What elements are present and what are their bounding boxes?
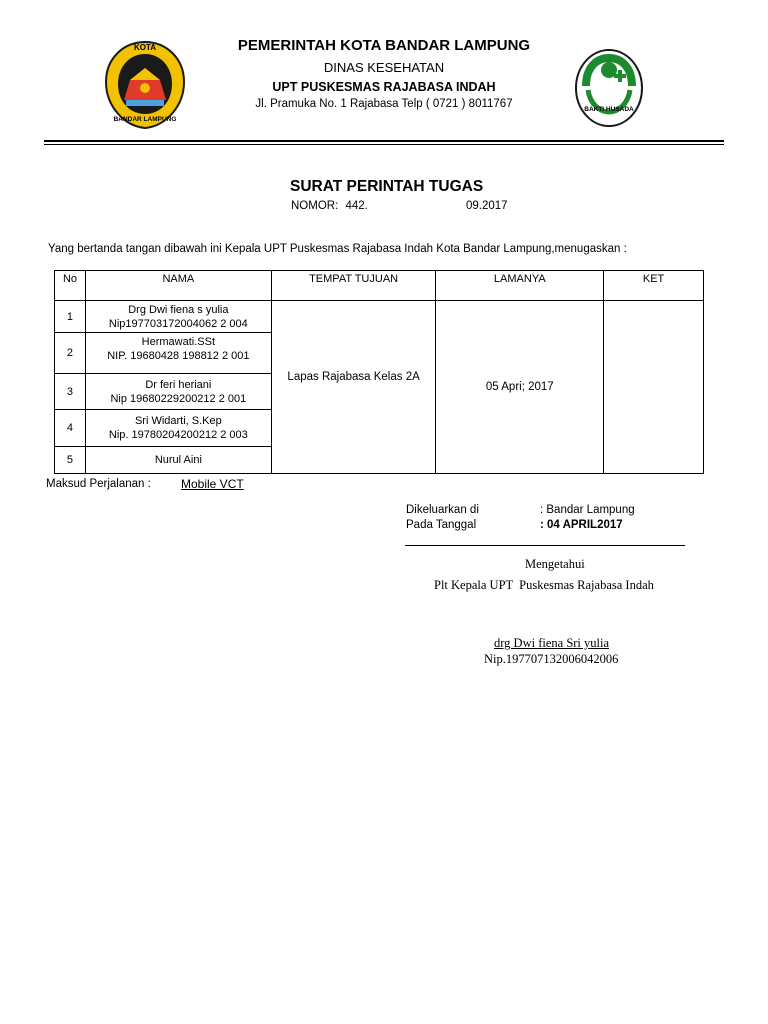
document-title: SURAT PERINTAH TUGAS [290,178,484,195]
header-department: DINAS KESEHATAN [323,60,445,75]
header-ket: KET [604,271,704,301]
table-header-row [55,271,704,301]
header-rule-thick [44,140,724,142]
row-no: 1 [55,301,86,333]
row-name-cell [85,333,271,374]
header-no: No [55,271,86,301]
bakti-husada-logo [574,48,644,128]
row-name: Drg Dwi fiena s yulia [128,303,229,316]
signatory-position: Plt Kepala UPT Puskesmas Rajabasa Indah [434,578,654,592]
row-no: 2 [55,333,86,374]
bakti-husada-logo-text: BAKTI HUSADA [584,106,634,113]
row-no: 3 [55,374,86,410]
maksud-label: Maksud Perjalanan : [46,478,151,490]
header-lamanya: LAMANYA [436,271,604,301]
row-name: Nurul Aini [154,454,202,466]
maksud-value: Mobile VCT [181,477,244,491]
header-rule-thin [44,144,724,145]
issued-date-value: : 04 APRIL2017 [540,519,623,531]
city-logo-bottom-text: BANDAR LAMPUNG [113,116,177,123]
issued-date-label: Pada Tanggal [406,519,477,531]
nomor-line [291,200,368,212]
issued-place-label: Dikeluarkan di [406,504,479,516]
issued-rule [405,545,685,546]
header-address: Jl. Pramuka No. 1 Rajabasa Telp ( 0721 ) 8011767 [255,98,513,110]
ket-cell [604,301,704,474]
row-name: Sri Widarti, S.Kep [134,415,222,427]
signatory-name: drg Dwi fiena Sri yulia [494,636,610,650]
row-nip: Nip. 19780204200212 2 003 [108,429,248,441]
row-no: 5 [55,447,86,474]
lamanya-cell: 05 Apri; 2017 [436,301,604,474]
row-no: 4 [55,410,86,447]
row-name: Dr feri heriani [145,378,212,391]
row-name-cell [85,374,271,410]
nomor-label: NOMOR: [291,200,339,212]
header-tempat: TEMPAT TUJUAN [271,271,436,301]
tempat-tujuan-cell: Lapas Rajabasa Kelas 2A [271,301,436,474]
header-government: PEMERINTAH KOTA BANDAR LAMPUNG [237,37,531,54]
row-nip: Nip197703172004062 2 004 [108,317,248,330]
row-name: Hermawati.SSt [141,336,216,348]
row-nip: NIP. 19680428 198812 2 001 [107,350,250,362]
row-nip: Nip 19680229200212 2 001 [110,392,247,405]
header-nama: NAMA [85,271,271,301]
signatory-nip: Nip.197707132006042006 [484,652,619,666]
issued-place-value: : Bandar Lampung [540,504,635,516]
row-name-cell [85,301,271,333]
nomor-date: 09.2017 [466,200,508,212]
mengetahui: Mengetahui [525,557,585,571]
header-unit: UPT PUSKESMAS RAJABASA INDAH [272,80,496,94]
table-row [55,301,704,333]
assignment-table [54,270,704,474]
nomor-value: 442. [345,200,368,212]
intro-text: Yang bertanda tangan dibawah ini Kepala UPT Puskesmas Rajabasa Indah Kota Bandar Lampung,menugaskan : [48,243,627,255]
city-logo-top-text: KOTA [133,43,157,52]
row-name-cell [85,410,271,447]
row-name-cell [85,447,271,474]
